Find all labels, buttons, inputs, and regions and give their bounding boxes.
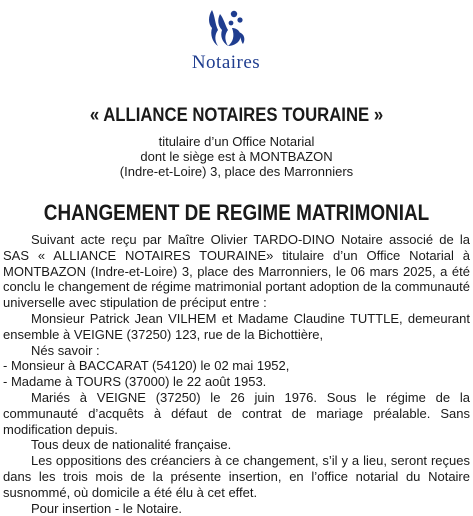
paragraph: Nés savoir :	[31, 342, 100, 358]
firm-name: « ALLIANCE NOTAIRES TOURAINE »	[89, 105, 384, 126]
paragraph: Mariés à VEIGNE (37250) le 26 juin 1976. Sous le régime de la communauté d’acquêts à défaut de contrat de mariage préalable. Sans modification depuis.	[3, 389, 470, 437]
logo-wordmark: Notaires	[191, 52, 261, 73]
notice-body	[3, 232, 470, 516]
paragraph: Pour insertion - le Notaire.	[31, 500, 183, 516]
paragraph: Monsieur Patrick Jean VILHEM et Madame Claudine TUTTLE, demeurant ensemble à VEIGNE (37250) 123, rue de la Bichottière,	[3, 310, 470, 342]
notaires-emblem-icon	[198, 6, 254, 54]
office-line: (Indre-et-Loire) 3, place des Marronniers	[119, 164, 354, 179]
paragraph: - Monsieur à BACCARAT (54120) le 02 mai 1952,	[3, 358, 290, 374]
paragraph: Tous deux de nationalité française.	[31, 437, 232, 453]
notice-title: CHANGEMENT DE REGIME MATRIMONIAL	[43, 200, 430, 225]
office-line: titulaire d’un Office Notarial	[158, 134, 315, 149]
paragraph: Les oppositions des créanciers à ce changement, s’il y a lieu, seront reçues dans les trois mois de la présente insertion, en l’office notarial du Notaire susnommé, où domicile a été élu à cet effet.	[3, 453, 470, 500]
paragraph: Suivant acte reçu par Maître Olivier TARDO-DINO Notaire associé de la SAS « ALLIANCE NOTAIRES TOURAINE» titulaire d’un Office Notarial à MONTBAZON (Indre-et-Loire) 3, place des Marronniers, le 06 mars 2025, a été conclu le changement de régime matrimonial portant adoption de la communauté universelle avec stipulation de préciput entre :	[3, 232, 470, 311]
office-line: dont le siège est à MONTBAZON	[140, 149, 333, 164]
paragraph: - Madame à TOURS (37000) le 22 août 1953.	[3, 374, 267, 390]
notaires-logo	[186, 6, 266, 74]
